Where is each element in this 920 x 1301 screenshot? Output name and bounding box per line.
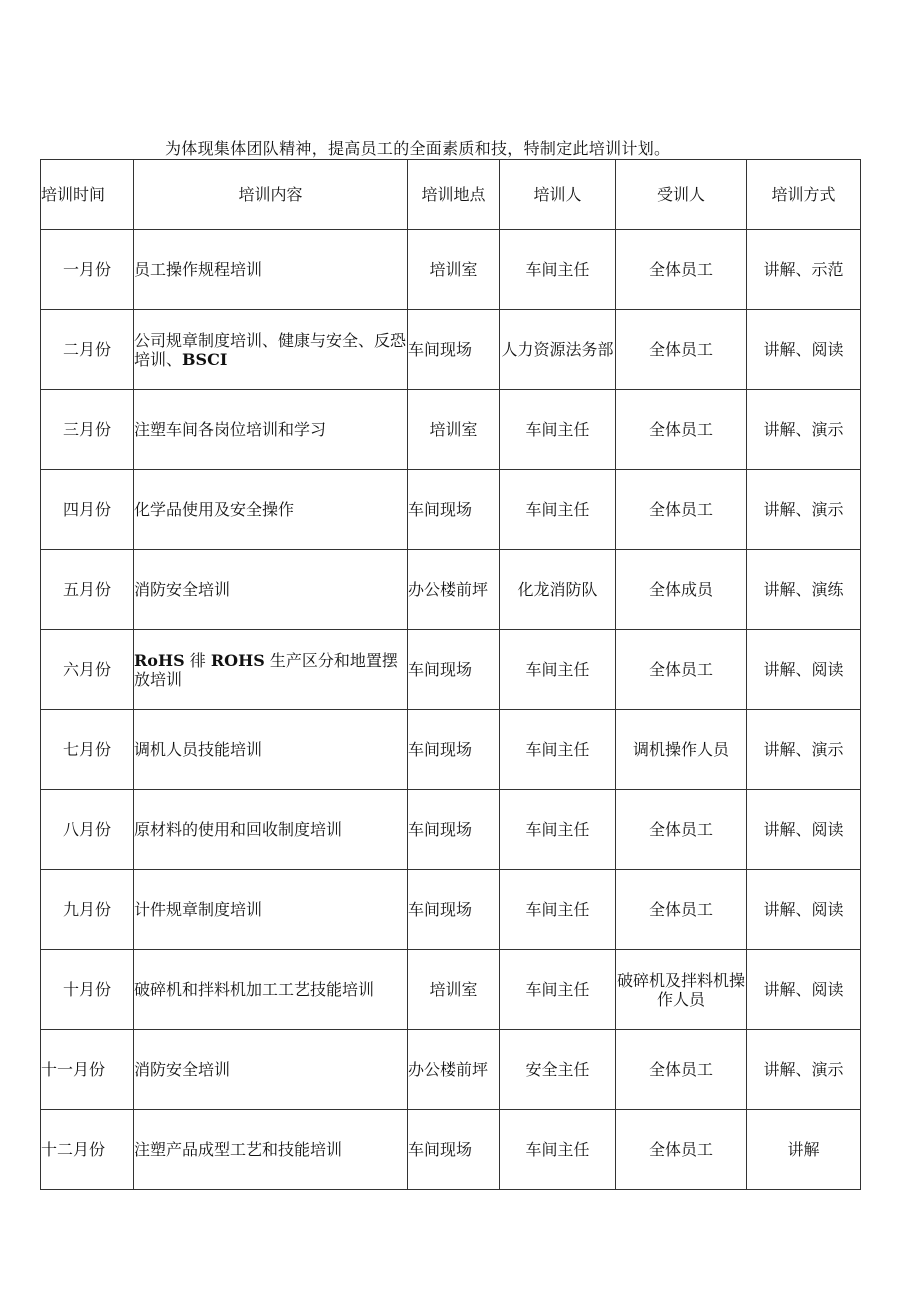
cell-method: 讲解、演示	[747, 390, 861, 470]
cell-method: 讲解、阅读	[747, 870, 861, 950]
cell-trainee: 全体员工	[616, 390, 747, 470]
cell-place: 车间现场	[408, 470, 500, 550]
cell-method: 讲解、演示	[747, 710, 861, 790]
cell-trainee: 全体员工	[616, 870, 747, 950]
cell-time: 六月份	[41, 630, 134, 710]
cell-time: 九月份	[41, 870, 134, 950]
cell-trainee: 全体员工	[616, 1030, 747, 1110]
cell-content: 注塑车间各岗位培训和学习	[134, 390, 408, 470]
cell-trainee: 全体成员	[616, 550, 747, 630]
cell-method: 讲解、阅读	[747, 950, 861, 1030]
cell-method: 讲解、阅读	[747, 630, 861, 710]
cell-content-bold: BSCI	[182, 349, 228, 369]
table-row	[41, 790, 861, 870]
table-row	[41, 630, 861, 710]
cell-place: 车间现场	[408, 710, 500, 790]
cell-content: 原材料的使用和回收制度培训	[134, 790, 408, 870]
cell-place: 车间现场	[408, 1110, 500, 1190]
header-trainer: 培训人	[500, 160, 616, 230]
cell-time: 十一月份	[41, 1030, 134, 1110]
table-row	[41, 870, 861, 950]
training-plan-table	[40, 159, 861, 1190]
header-time: 培训时间	[41, 160, 134, 230]
table-row	[41, 950, 861, 1030]
table-row	[41, 550, 861, 630]
cell-trainer: 车间主任	[500, 470, 616, 550]
header-trainee: 受训人	[616, 160, 747, 230]
cell-method: 讲解、演示	[747, 470, 861, 550]
cell-content: 计件规章制度培训	[134, 870, 408, 950]
cell-content-text: 生产区分和地置摆放培训	[134, 650, 398, 689]
cell-trainer: 车间主任	[500, 870, 616, 950]
cell-time: 四月份	[41, 470, 134, 550]
cell-method: 讲解、阅读	[747, 310, 861, 390]
header-method: 培训方式	[747, 160, 861, 230]
header-content: 培训内容	[134, 160, 408, 230]
table-row	[41, 230, 861, 310]
cell-content: 破碎机和拌料机加工工艺技能培训	[134, 950, 408, 1030]
cell-trainee: 破碎机及拌料机操作人员	[616, 950, 747, 1030]
table-row	[41, 1030, 861, 1110]
cell-content-text: 徘	[189, 650, 206, 670]
cell-time: 十月份	[41, 950, 134, 1030]
cell-content-bold: ROHS	[210, 650, 265, 670]
cell-content: 调机人员技能培训	[134, 710, 408, 790]
cell-trainee: 全体员工	[616, 310, 747, 390]
cell-trainee: 全体员工	[616, 230, 747, 310]
cell-trainee: 全体员工	[616, 470, 747, 550]
cell-content: 员工操作规程培训	[134, 230, 408, 310]
cell-trainer: 人力资源法务部	[500, 310, 616, 390]
cell-trainee: 全体员工	[616, 790, 747, 870]
cell-content: 注塑产品成型工艺和技能培训	[134, 1110, 408, 1190]
cell-place: 车间现场	[408, 310, 500, 390]
table-row	[41, 390, 861, 470]
cell-content: 化学品使用及安全操作	[134, 470, 408, 550]
cell-place: 培训室	[408, 230, 500, 310]
cell-time: 十二月份	[41, 1110, 134, 1190]
cell-method: 讲解、示范	[747, 230, 861, 310]
cell-time: 三月份	[41, 390, 134, 470]
cell-content	[134, 630, 408, 710]
cell-method: 讲解、演示	[747, 1030, 861, 1110]
cell-trainee: 全体员工	[616, 630, 747, 710]
cell-place: 办公楼前坪	[408, 1030, 500, 1110]
header-place: 培训地点	[408, 160, 500, 230]
cell-place: 培训室	[408, 950, 500, 1030]
table-row	[41, 710, 861, 790]
table-row	[41, 310, 861, 390]
intro-text: 为体现集体团队精神，提高员工的全面素质和技，特制定此培训计划。	[165, 139, 671, 158]
cell-time: 八月份	[41, 790, 134, 870]
cell-trainer: 车间主任	[500, 630, 616, 710]
cell-content: 消防安全培训	[134, 1030, 408, 1110]
cell-method: 讲解、阅读	[747, 790, 861, 870]
cell-content: 消防安全培训	[134, 550, 408, 630]
cell-place: 培训室	[408, 390, 500, 470]
cell-method: 讲解	[747, 1110, 861, 1190]
cell-content-text: 公司规章制度培训、健康与安全、反恐培训、	[134, 330, 407, 369]
cell-trainer: 车间主任	[500, 1110, 616, 1190]
cell-trainer: 化龙消防队	[500, 550, 616, 630]
cell-place: 车间现场	[408, 630, 500, 710]
cell-content	[134, 310, 408, 390]
cell-place: 办公楼前坪	[408, 550, 500, 630]
cell-method: 讲解、演练	[747, 550, 861, 630]
cell-trainee: 调机操作人员	[616, 710, 747, 790]
cell-time: 一月份	[41, 230, 134, 310]
cell-trainer: 安全主任	[500, 1030, 616, 1110]
cell-time: 七月份	[41, 710, 134, 790]
cell-trainer: 车间主任	[500, 710, 616, 790]
cell-trainer: 车间主任	[500, 230, 616, 310]
cell-trainer: 车间主任	[500, 950, 616, 1030]
cell-time: 二月份	[41, 310, 134, 390]
cell-content-bold: RoHS	[134, 650, 185, 670]
cell-place: 车间现场	[408, 790, 500, 870]
cell-time: 五月份	[41, 550, 134, 630]
table-row	[41, 470, 861, 550]
table-row	[41, 1110, 861, 1190]
cell-place: 车间现场	[408, 870, 500, 950]
cell-trainee: 全体员工	[616, 1110, 747, 1190]
cell-trainer: 车间主任	[500, 790, 616, 870]
cell-trainer: 车间主任	[500, 390, 616, 470]
table-header-row	[41, 160, 861, 230]
